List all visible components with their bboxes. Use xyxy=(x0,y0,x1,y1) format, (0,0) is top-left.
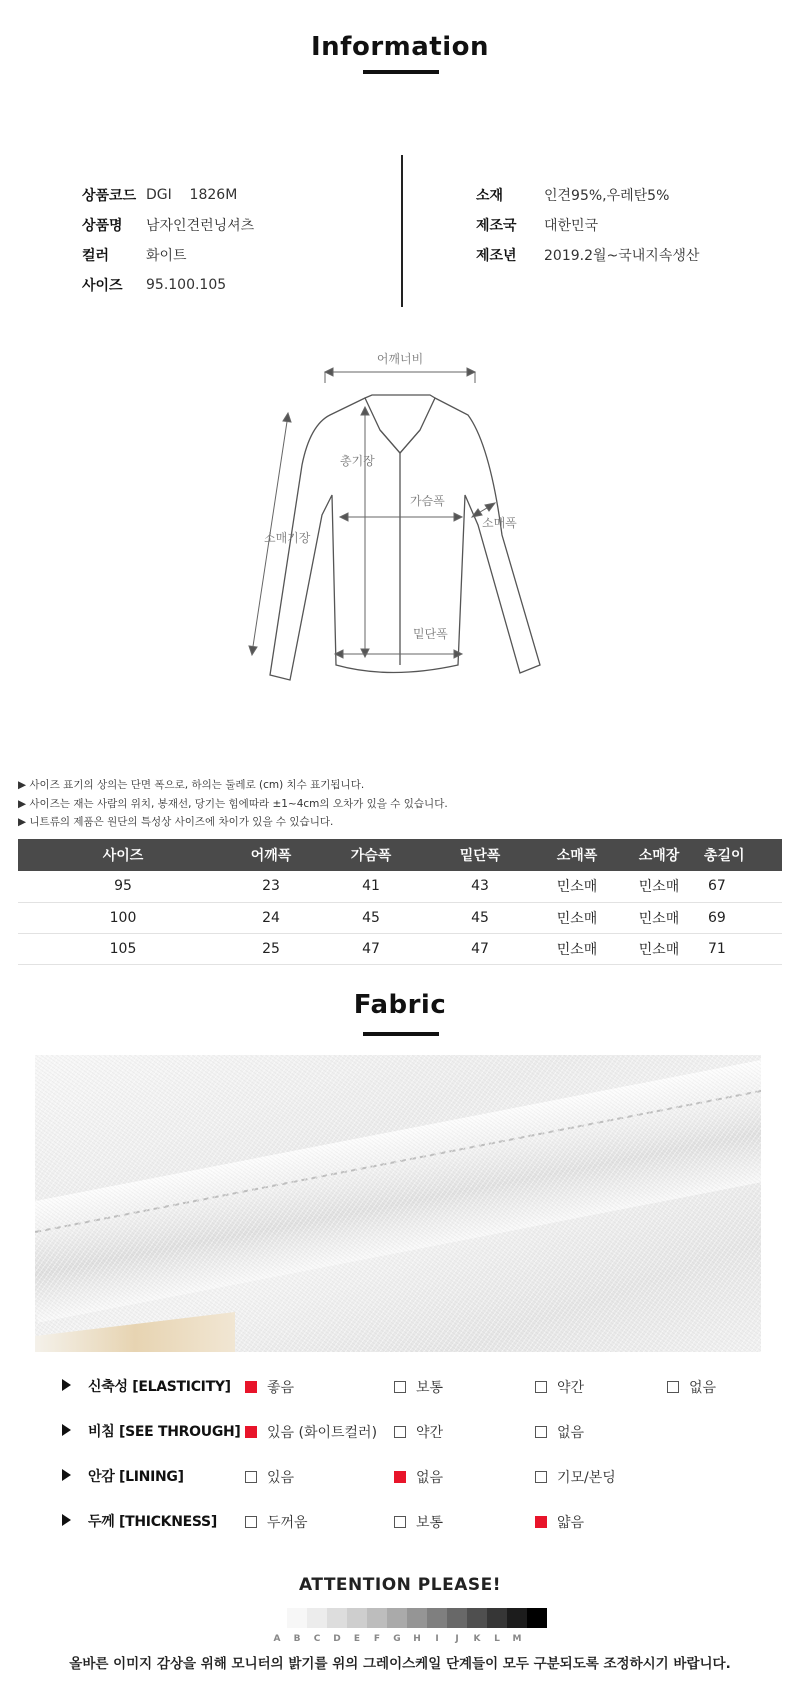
checkbox[interactable] xyxy=(535,1516,547,1528)
option-label: 약간 xyxy=(416,1425,444,1441)
column-header: 밑단폭 xyxy=(428,839,532,871)
property-label: 비침 [SEE THROUGH] xyxy=(88,1424,241,1440)
info-key: 상품코드 xyxy=(82,188,137,204)
option-label: 보통 xyxy=(416,1380,444,1396)
table-cell: 민소매 xyxy=(532,933,622,964)
grayscale-swatch xyxy=(487,1608,507,1628)
label-shoulder: 어깨너비 xyxy=(376,352,424,366)
option-item[interactable] xyxy=(245,1422,377,1442)
grayscale-label: L xyxy=(494,1634,500,1644)
table-row xyxy=(18,871,782,902)
checkbox[interactable] xyxy=(535,1426,547,1438)
product-info-left xyxy=(82,180,254,300)
option-item[interactable] xyxy=(535,1512,584,1532)
table-cell: 41 xyxy=(314,871,428,902)
grayscale-swatch xyxy=(527,1608,547,1628)
grayscale-labels xyxy=(267,1634,527,1644)
grayscale-label: F xyxy=(373,1634,381,1644)
table-cell: 47 xyxy=(428,933,532,964)
checkbox[interactable] xyxy=(394,1426,406,1438)
table-cell: 민소매 xyxy=(622,902,696,933)
option-item[interactable] xyxy=(394,1467,443,1487)
grayscale-label: C xyxy=(313,1634,321,1644)
checkbox[interactable] xyxy=(245,1381,257,1393)
option-label: 기모/본딩 xyxy=(557,1470,616,1486)
property-elasticity xyxy=(62,1374,782,1398)
info-value: 2019.2월~국내지속생산 xyxy=(544,248,700,264)
grayscale-label: J xyxy=(455,1634,459,1644)
info-value: 남자인견런닝셔츠 xyxy=(146,218,255,234)
shirt-collar xyxy=(365,395,435,453)
column-header: 가슴폭 xyxy=(314,839,428,871)
product-info-right xyxy=(476,180,699,270)
checkbox[interactable] xyxy=(245,1426,257,1438)
info-row-year xyxy=(476,240,699,270)
grayscale-swatch xyxy=(347,1608,367,1628)
label-sleeve-width: 소매폭 xyxy=(482,516,517,530)
option-label: 두꺼움 xyxy=(267,1515,308,1531)
option-label: 없음 xyxy=(557,1425,585,1441)
info-value: 화이트 xyxy=(146,248,187,264)
fabric-photo xyxy=(35,1055,761,1352)
property-thickness xyxy=(62,1509,782,1533)
shirt-outline xyxy=(270,398,540,680)
fabric-title-underline xyxy=(363,1032,439,1036)
table-cell: 45 xyxy=(428,902,532,933)
attention-text: 올바른 이미지 감상을 위해 모니터의 밝기를 위의 그레이스케일 단계들이 모두 구분되도록 조정하시기 바랍니다. xyxy=(69,1656,731,1672)
grayscale-label: H xyxy=(413,1634,421,1644)
grayscale-bar xyxy=(287,1608,547,1628)
option-item[interactable] xyxy=(535,1377,584,1397)
size-notes xyxy=(18,776,448,832)
column-header: 사이즈 xyxy=(18,839,228,871)
info-row-name xyxy=(82,210,254,240)
triangle-right-icon xyxy=(62,1424,71,1436)
option-item[interactable] xyxy=(535,1467,616,1487)
info-row-material xyxy=(476,180,699,210)
option-item[interactable] xyxy=(245,1467,294,1487)
grayscale-swatch xyxy=(407,1608,427,1628)
option-label: 보통 xyxy=(416,1515,444,1531)
table-cell: 105 xyxy=(18,933,228,964)
info-key: 제조국 xyxy=(476,218,517,234)
option-item[interactable] xyxy=(245,1377,294,1397)
grayscale-label: I xyxy=(435,1634,439,1644)
info-value: 대한민국 xyxy=(544,218,599,234)
information-title: Information xyxy=(310,32,490,62)
table-row xyxy=(18,933,782,964)
grayscale-swatch xyxy=(387,1608,407,1628)
property-label: 안감 [LINING] xyxy=(88,1469,184,1485)
triangle-right-icon xyxy=(62,1469,71,1481)
info-row-country xyxy=(476,210,699,240)
grayscale-swatch xyxy=(427,1608,447,1628)
table-cell: 71 xyxy=(696,933,782,964)
info-key: 상품명 xyxy=(82,218,123,234)
triangle-right-icon xyxy=(62,1514,71,1526)
checkbox[interactable] xyxy=(394,1381,406,1393)
checkbox[interactable] xyxy=(535,1381,547,1393)
attention-title: ATTENTION PLEASE! xyxy=(299,1575,501,1595)
option-item[interactable] xyxy=(394,1512,443,1532)
info-value: 95.100.105 xyxy=(146,277,227,293)
grayscale-swatch xyxy=(467,1608,487,1628)
grayscale-label: B xyxy=(293,1634,301,1644)
grayscale-label: E xyxy=(353,1634,361,1644)
grayscale-swatch xyxy=(327,1608,347,1628)
info-row-code xyxy=(82,180,254,210)
info-row-size xyxy=(82,270,254,300)
table-cell: 민소매 xyxy=(532,902,622,933)
label-hem: 밑단폭 xyxy=(413,627,448,641)
grayscale-swatch xyxy=(287,1608,307,1628)
table-cell: 23 xyxy=(228,871,314,902)
option-label: 얇음 xyxy=(557,1515,585,1531)
information-title-underline xyxy=(363,70,439,74)
property-label: 두께 [THICKNESS] xyxy=(88,1514,217,1530)
table-cell: 민소매 xyxy=(532,871,622,902)
option-label: 있음 xyxy=(267,1470,295,1486)
info-key: 제조년 xyxy=(476,248,517,264)
option-item[interactable] xyxy=(667,1377,716,1397)
info-value: DGI 1826M xyxy=(146,187,238,203)
grayscale-swatch xyxy=(507,1608,527,1628)
table-cell: 45 xyxy=(314,902,428,933)
grayscale-label: K xyxy=(473,1634,481,1644)
checkbox[interactable] xyxy=(667,1381,679,1393)
grayscale-swatch xyxy=(367,1608,387,1628)
property-see-through xyxy=(62,1419,782,1443)
info-row-color xyxy=(82,240,254,270)
info-key: 컬러 xyxy=(82,248,110,264)
table-cell: 67 xyxy=(696,871,782,902)
fabric-title: Fabric xyxy=(353,990,447,1020)
option-label: 없음 xyxy=(689,1380,717,1396)
grayscale-label: D xyxy=(333,1634,341,1644)
table-cell: 100 xyxy=(18,902,228,933)
triangle-right-icon xyxy=(62,1379,71,1391)
grayscale-swatch xyxy=(307,1608,327,1628)
checkbox[interactable] xyxy=(535,1471,547,1483)
table-cell: 43 xyxy=(428,871,532,902)
option-label: 있음 (화이트컬러) xyxy=(267,1425,378,1441)
table-cell: 25 xyxy=(228,933,314,964)
column-header: 소매장 xyxy=(622,839,696,871)
column-header: 어깨폭 xyxy=(228,839,314,871)
grayscale-label: A xyxy=(273,1634,281,1644)
label-total-length: 총기장 xyxy=(340,454,375,468)
table-cell: 69 xyxy=(696,902,782,933)
info-key: 소재 xyxy=(476,188,504,204)
column-header: 총길이 xyxy=(696,839,782,871)
grayscale-label: M xyxy=(512,1634,522,1644)
property-label: 신축성 [ELASTICITY] xyxy=(88,1379,231,1395)
size-table-header xyxy=(18,839,782,871)
note-item: ▶ 사이즈는 재는 사람의 위치, 봉재선, 당기는 힘에따라 ±1~4cm의 오차가 있을 수 있습니다. xyxy=(18,797,448,810)
note-item: ▶ 니트류의 제품은 원단의 특성상 사이즈에 차이가 있을 수 있습니다. xyxy=(18,816,334,828)
note-item: ▶ 사이즈 표기의 상의는 단면 폭으로, 하의는 둘레로 (cm) 치수 표기됩니다. xyxy=(18,779,365,791)
table-cell: 95 xyxy=(18,871,228,902)
option-item[interactable] xyxy=(394,1422,443,1442)
table-cell: 24 xyxy=(228,902,314,933)
option-label: 없음 xyxy=(416,1470,444,1486)
info-divider xyxy=(401,155,403,307)
grayscale-swatch xyxy=(447,1608,467,1628)
checkbox[interactable] xyxy=(394,1516,406,1528)
grayscale-label: G xyxy=(393,1634,401,1644)
checkbox[interactable] xyxy=(245,1516,257,1528)
option-item[interactable] xyxy=(394,1377,443,1397)
size-table xyxy=(18,839,782,965)
option-item[interactable] xyxy=(245,1512,308,1532)
option-item[interactable] xyxy=(535,1422,584,1442)
option-label: 좋음 xyxy=(267,1380,295,1396)
column-header: 소매폭 xyxy=(532,839,622,871)
table-cell: 민소매 xyxy=(622,871,696,902)
info-value: 인견95%,우레탄5% xyxy=(544,188,670,204)
checkbox[interactable] xyxy=(394,1471,406,1483)
label-sleeve-length: 소매기장 xyxy=(264,531,311,545)
table-cell: 민소매 xyxy=(622,933,696,964)
option-label: 약간 xyxy=(557,1380,585,1396)
info-key: 사이즈 xyxy=(82,278,123,294)
measurement-diagram xyxy=(240,335,560,685)
table-row xyxy=(18,902,782,933)
table-cell: 47 xyxy=(314,933,428,964)
property-lining xyxy=(62,1464,782,1488)
checkbox[interactable] xyxy=(245,1471,257,1483)
label-chest: 가슴폭 xyxy=(410,494,445,508)
